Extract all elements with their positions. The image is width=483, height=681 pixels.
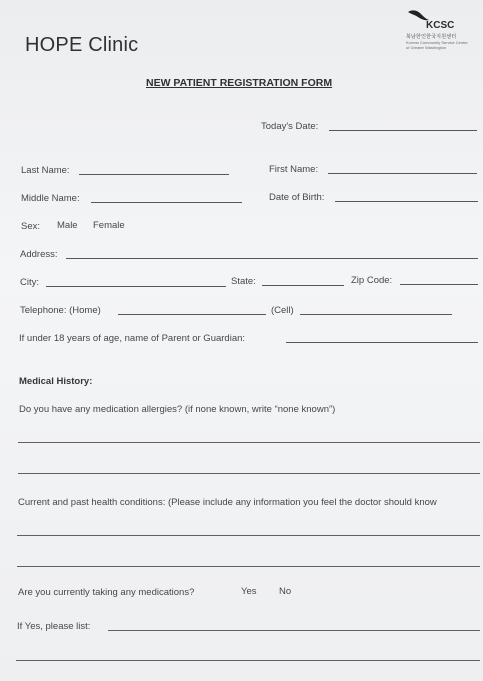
logo-english-text xyxy=(406,40,468,50)
state-label: State: xyxy=(231,276,256,287)
state-field[interactable] xyxy=(262,285,344,286)
allergies-question: Do you have any medication allergies? (if none known, write “none known”) xyxy=(19,404,336,415)
allergies-line-2[interactable] xyxy=(18,473,480,474)
date-of-birth-field[interactable] xyxy=(335,201,478,202)
telephone-home-label: Telephone: (Home) xyxy=(20,305,101,316)
logo-name: KCSC xyxy=(426,20,455,31)
logo-korean-text: 북남한인한국지원센터 xyxy=(406,34,457,40)
first-name-label: First Name: xyxy=(269,164,319,175)
medications-yes-option[interactable]: Yes xyxy=(241,586,257,597)
sex-female-option[interactable]: Female xyxy=(93,220,125,231)
health-conditions-question: Current and past health conditions: (Please include any information you feel the doctor should know xyxy=(18,497,437,508)
city-field[interactable] xyxy=(46,286,226,287)
allergies-line-1[interactable] xyxy=(18,442,480,443)
health-conditions-line-1[interactable] xyxy=(17,535,480,536)
date-of-birth-label: Date of Birth: xyxy=(269,192,325,203)
medications-question: Are you currently taking any medications? xyxy=(18,587,195,598)
clinic-name: HOPE Clinic xyxy=(25,34,139,56)
medications-list-line-1[interactable] xyxy=(108,630,480,631)
zip-code-label: Zip Code: xyxy=(351,275,393,286)
telephone-home-field[interactable] xyxy=(118,314,266,315)
last-name-field[interactable] xyxy=(79,174,229,175)
medications-list-line-2[interactable] xyxy=(16,660,480,661)
address-label: Address: xyxy=(20,249,58,260)
sex-label: Sex: xyxy=(21,221,41,232)
kcsc-logo xyxy=(396,6,480,54)
middle-name-label: Middle Name: xyxy=(21,193,80,204)
guardian-field[interactable] xyxy=(286,342,478,343)
todays-date-label: Today's Date: xyxy=(261,121,319,132)
middle-name-field[interactable] xyxy=(91,202,242,203)
health-conditions-line-2[interactable] xyxy=(17,566,480,567)
logo-english-line1: Korean Community Service Center xyxy=(406,40,468,45)
medical-history-heading: Medical History: xyxy=(19,376,93,387)
cell-field[interactable] xyxy=(300,314,452,315)
cell-label: (Cell) xyxy=(271,305,294,316)
address-field[interactable] xyxy=(66,258,478,259)
medications-list-label: If Yes, please list: xyxy=(17,621,91,632)
logo-english-line2: of Greater Washington xyxy=(406,45,447,50)
last-name-label: Last Name: xyxy=(21,165,70,176)
todays-date-field[interactable] xyxy=(329,130,477,131)
medications-no-option[interactable]: No xyxy=(279,586,292,597)
city-label: City: xyxy=(20,277,39,288)
form-title: NEW PATIENT REGISTRATION FORM xyxy=(146,77,333,89)
sex-male-option[interactable]: Male xyxy=(57,220,78,231)
guardian-label: If under 18 years of age, name of Parent or Guardian: xyxy=(19,333,246,344)
zip-code-field[interactable] xyxy=(400,284,478,285)
first-name-field[interactable] xyxy=(328,173,477,174)
